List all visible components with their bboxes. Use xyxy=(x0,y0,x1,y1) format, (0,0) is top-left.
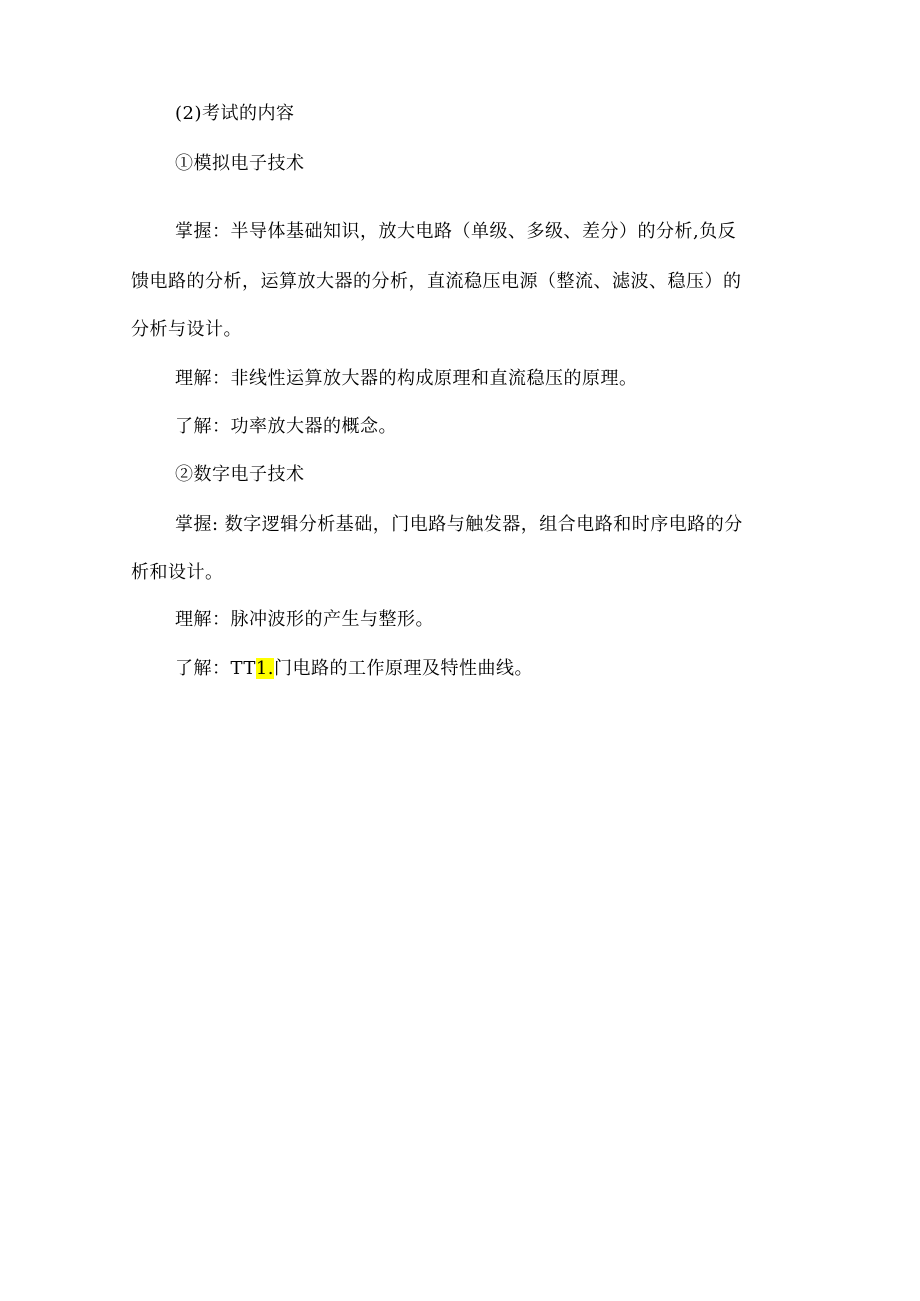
digital-master-line-2: 析和设计。 xyxy=(131,562,224,583)
digital-heading: ②数字电子技术 xyxy=(175,464,305,485)
digital-know-suffix: 门电路的工作原理及特性曲线。 xyxy=(274,658,534,679)
analog-heading: ①模拟电子技术 xyxy=(175,153,305,174)
digital-understand: 理解：脉冲波形的产生与整形。 xyxy=(175,609,434,630)
digital-master-line-1: 掌握: 数字逻辑分析基础，门电路与触发器，组合电路和时序电路的分 xyxy=(175,514,743,535)
analog-know: 了解：功率放大器的概念。 xyxy=(175,416,397,437)
highlighted-text: 1. xyxy=(255,658,275,679)
analog-master-line-3: 分析与设计。 xyxy=(131,319,242,340)
section-heading: (2)考试的内容 xyxy=(175,103,295,124)
digital-know-prefix: 了解：TT xyxy=(175,658,256,679)
analog-understand: 理解：非线性运算放大器的构成原理和直流稳压的原理。 xyxy=(175,368,638,389)
digital-know xyxy=(175,657,533,681)
analog-master-line-1: 掌握：半导体基础知识，放大电路（单级、多级、差分）的分析,负反 xyxy=(175,221,737,242)
analog-master-line-2: 馈电路的分析，运算放大器的分析，直流稳压电源（整流、滤波、稳压）的 xyxy=(131,271,742,292)
